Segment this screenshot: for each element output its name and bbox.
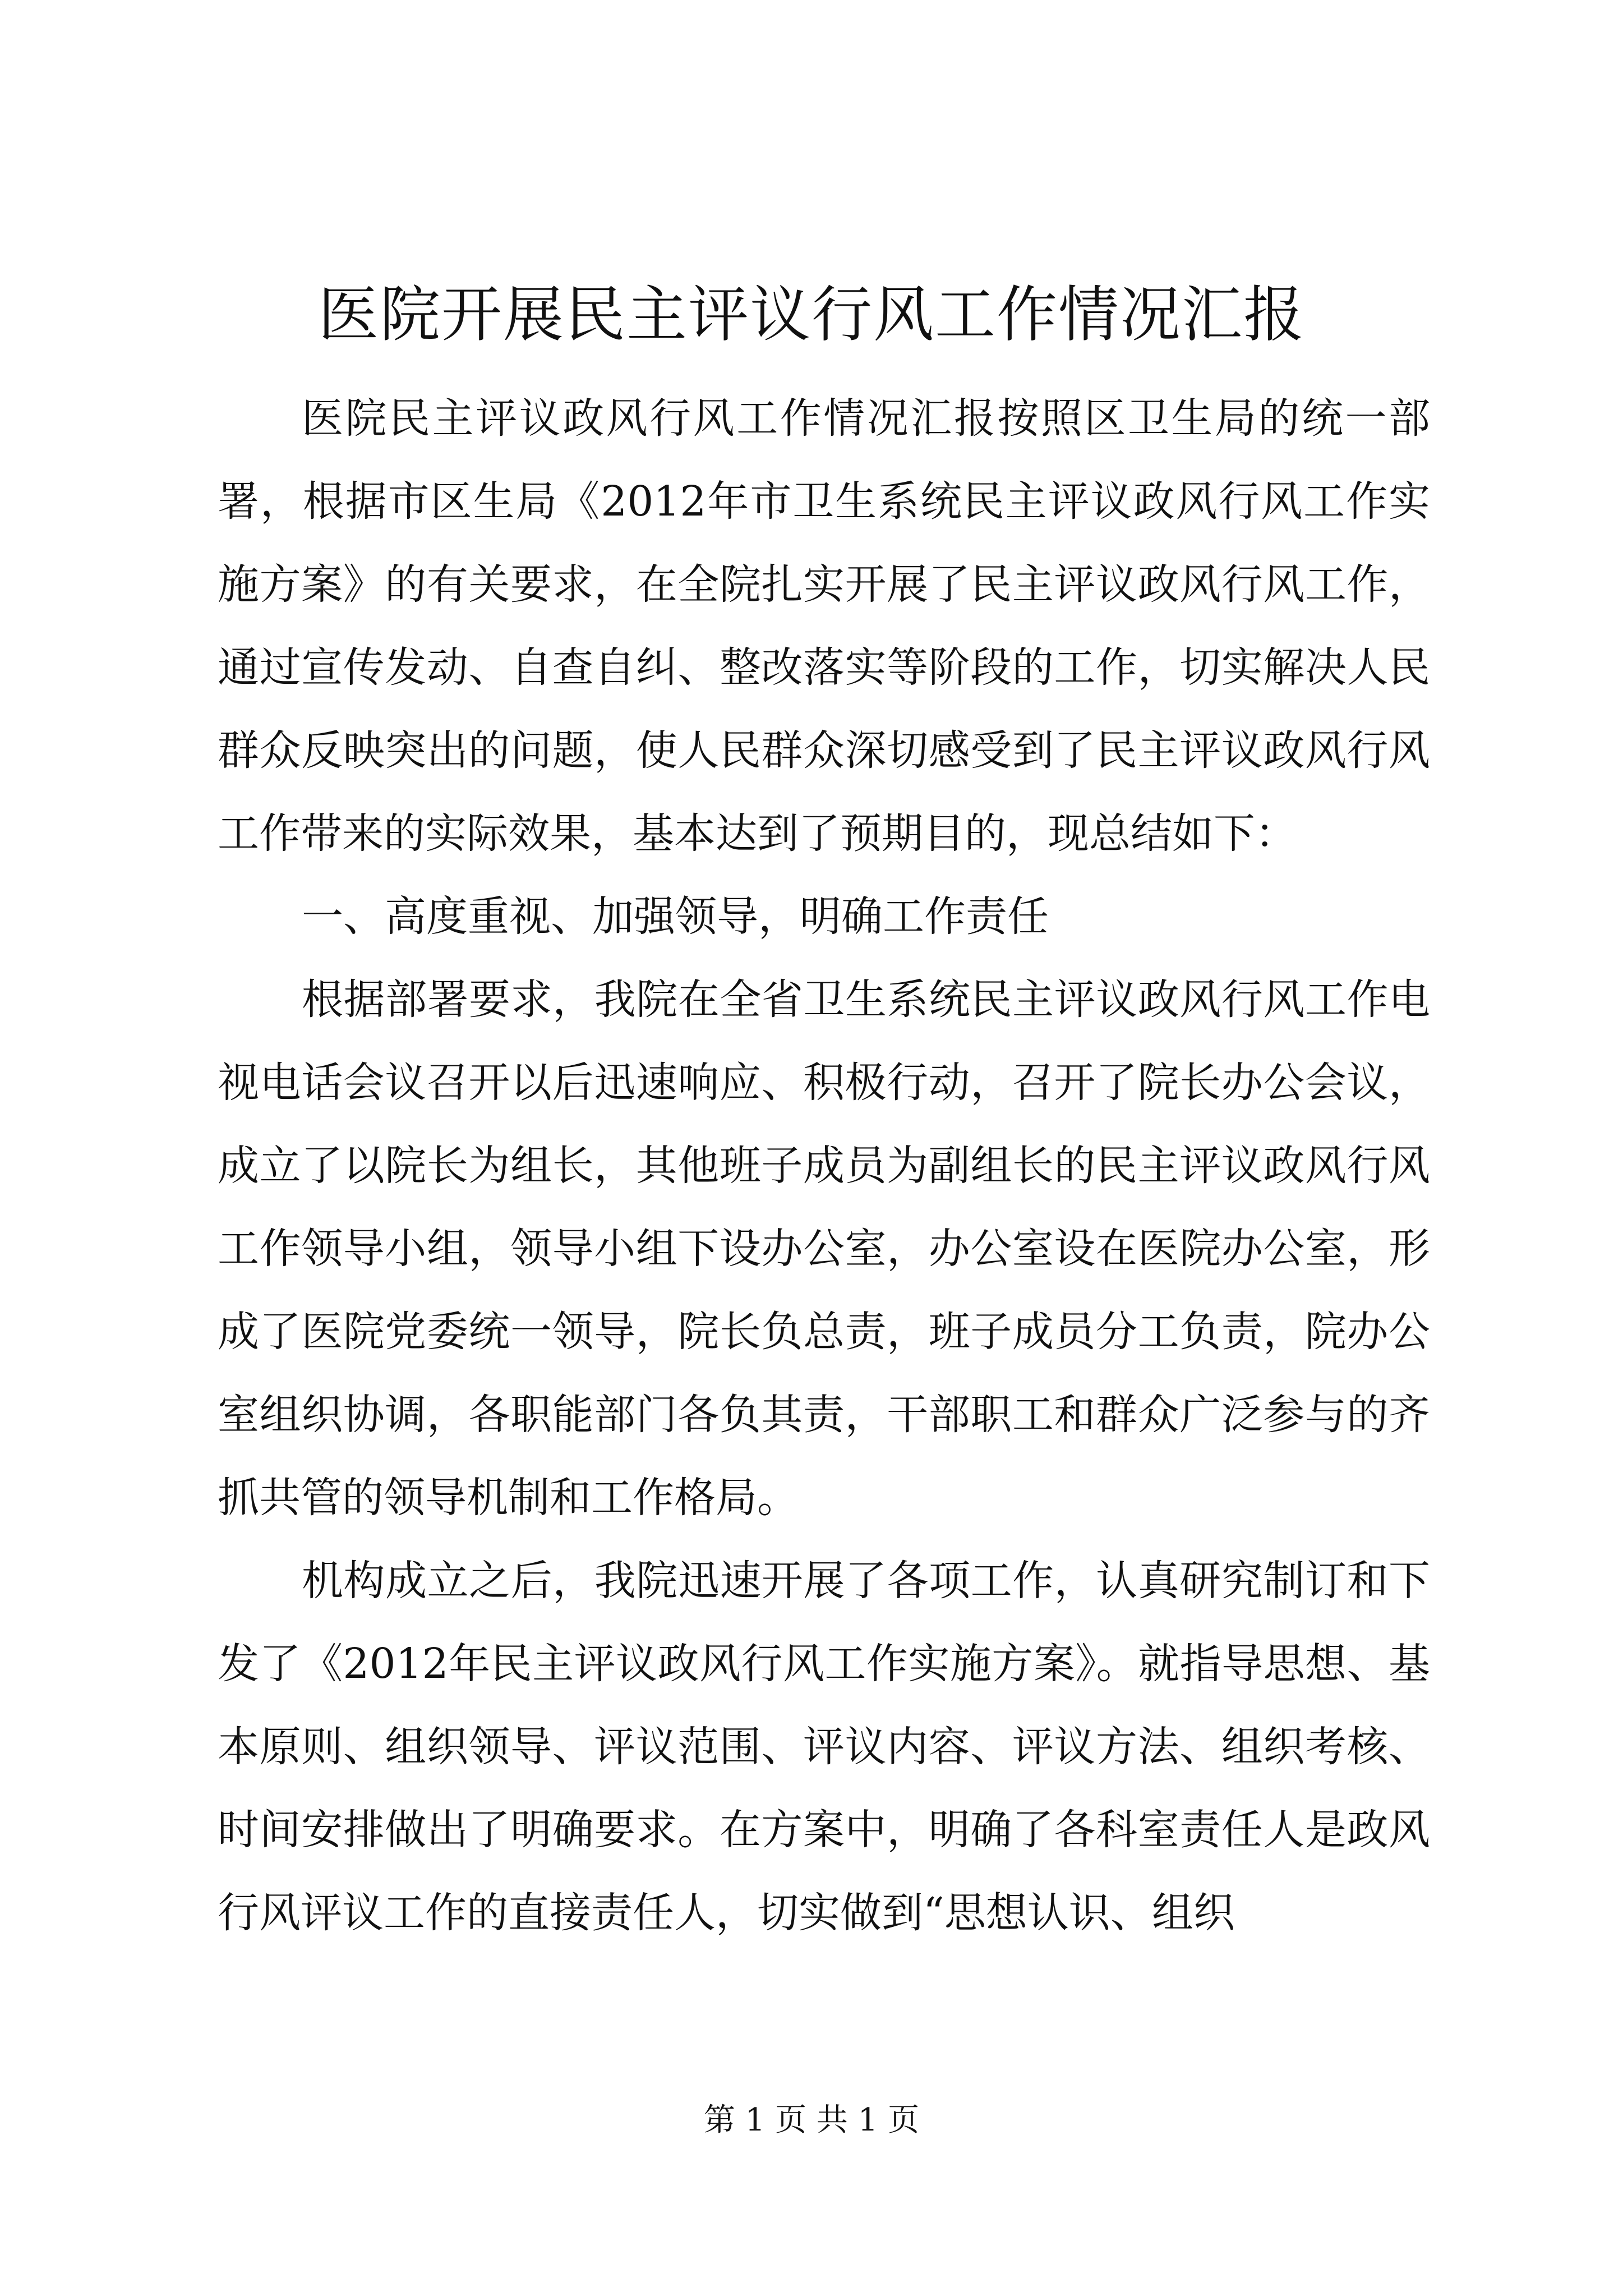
paragraph-implementation: 机构成立之后，我院迅速开展了各项工作，认真研究制订和下发了《2012年民主评议政风行风工作实施方案》。就指导思想、基本原则、组织领导、评议范围、评议内容、评议方法、组织考核、时间安排做出了明确要求。在方案中，明确了各科室责任人是政风行风评议工作的直接责任人，切实做到“思想认识、组织 [218,1557,1430,1937]
paragraph-leadership: 根据部署要求，我院在全省卫生系统民主评议政风行风工作电视电话会议召开以后迅速响应、积极行动，召开了院长办公会议，成立了以院长为组长，其他班子成员为副组长的民主评议政风行风工作领导小组，领导小组下设办公室，办公室设在医院办公室，形成了医院党委统一领导，院长负总责，班子成员分工负责，院办公室组织协调，各职能部门各负其责，干部职工和群众广泛参与的齐抓共管的领导机制和工作格局。 [218,976,1430,1522]
document-title: 医院开展民主评议行风工作情况汇报 [317,280,1305,350]
paragraph-intro: 医院民主评议政风行风工作情况汇报按照区卫生局的统一部署，根据市区生局《2012年市卫生系统民主评议政风行风工作实施方案》的有关要求，在全院扎实开展了民主评议政风行风工作，通过宣传发动、自查自纠、整改落实等阶段的工作，切实解决人民群众反映突出的问题，使人民群众深切感受到了民主评议政风行风工作带来的实际效果，基本达到了预期目的，现总结如下： [218,394,1430,858]
section-heading-1: 一、高度重视、加强领导，明确工作责任 [302,892,1049,941]
document-body [218,377,1430,1954]
page-footer: 第 1 页 共 1 页 [703,2102,920,2138]
